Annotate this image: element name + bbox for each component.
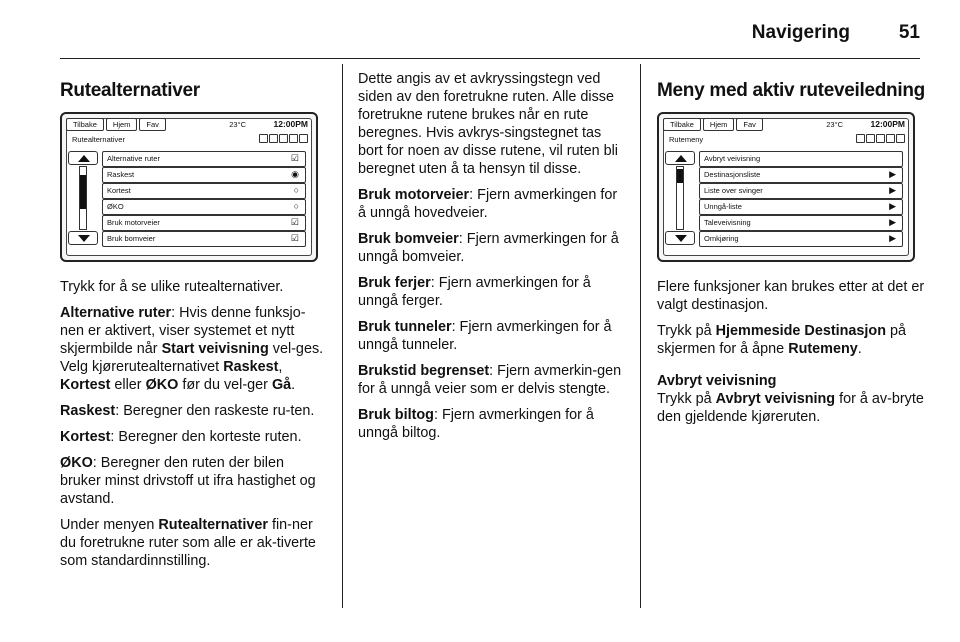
text: , xyxy=(278,359,283,375)
chevron-right-icon: ▶ xyxy=(889,169,896,179)
paragraph xyxy=(60,428,328,446)
checkbox-icon: ☑ xyxy=(290,217,299,227)
menu-label: Avbryt veivisning xyxy=(704,154,761,163)
column-right xyxy=(657,64,925,434)
text: : Hvis denne funksjo-nen er aktivert, viser systemet et nytt skjermbilde når xyxy=(60,305,306,357)
text: : Fjern avmerkingen for å unngå tunneler. xyxy=(358,319,612,353)
status-icon xyxy=(876,134,885,143)
term: ØKO xyxy=(145,377,179,393)
screen-option-row xyxy=(102,199,306,215)
text: : Fjern avmerkingen for å unngå ferger. xyxy=(358,275,591,309)
term: Alternative ruter xyxy=(60,305,172,321)
text: Trykk på xyxy=(657,391,716,407)
paragraph: Flere funksjoner kan brukes etter at det er valgt destinasjon. xyxy=(657,279,925,313)
text: : Fjern avmerkin-gen for å unngå veier som er delvis stengte. xyxy=(358,363,622,397)
page-number: 51 xyxy=(898,22,920,43)
scroll-track xyxy=(676,166,684,230)
screen-back-button: Tilbake xyxy=(66,118,104,131)
text: : Fjern avmerkingen for å unngå biltog. xyxy=(358,407,594,441)
scroll-track xyxy=(79,166,87,230)
status-icon xyxy=(279,134,288,143)
term: Bruk bomveier xyxy=(358,231,459,247)
screen-illustration-rutemeny xyxy=(657,112,915,262)
column-divider xyxy=(640,64,641,608)
screen-menu-row xyxy=(699,167,903,183)
term: Raskest xyxy=(223,359,279,375)
chevron-right-icon: ▶ xyxy=(889,233,896,243)
scroll-thumb xyxy=(677,169,683,183)
paragraph xyxy=(358,318,626,354)
checkbox-icon: ☑ xyxy=(290,233,299,243)
term: Raskest xyxy=(60,403,116,419)
paragraph xyxy=(358,362,626,398)
chevron-right-icon: ▶ xyxy=(889,185,896,195)
screen-subtitle: Rutealternativer xyxy=(72,135,125,144)
column-divider xyxy=(342,64,343,608)
screen-temperature: 23°C xyxy=(826,120,843,129)
term: Bruk motorveier xyxy=(358,187,470,203)
option-label: Raskest xyxy=(107,170,135,179)
radio-icon: ○ xyxy=(293,201,299,211)
screen-menu-row xyxy=(699,215,903,231)
section-heading-rutemeny: Meny med aktiv ruteveiledning xyxy=(657,80,925,101)
paragraph xyxy=(358,186,626,222)
text: vel-ges. Velg kjørerutealternativet xyxy=(60,341,324,375)
status-icon xyxy=(299,134,308,143)
status-icon xyxy=(896,134,905,143)
paragraph xyxy=(358,406,626,442)
option-label: Bruk motorveier xyxy=(107,218,160,227)
scroll-thumb xyxy=(80,175,86,209)
screen-option-list xyxy=(102,151,306,247)
paragraph xyxy=(60,402,328,420)
text: : Fjern avmerkingen for å unngå bomveier. xyxy=(358,231,619,265)
screen-status-icons xyxy=(259,134,308,143)
paragraph xyxy=(657,390,925,426)
text: på skjermen for å åpne xyxy=(657,323,907,357)
status-icon xyxy=(289,134,298,143)
screen-clock: 12:00PM xyxy=(273,119,308,129)
subheading-avbryt-veivisning: Avbryt veivisning xyxy=(657,373,777,389)
section-heading-rutealternativer: Rutealternativer xyxy=(60,80,200,101)
screen-option-row xyxy=(102,151,306,167)
screen-menu-list xyxy=(699,151,903,247)
term: Start veivisning xyxy=(161,341,269,357)
text: for å av-bryte den gjeldende kjøreruten. xyxy=(657,391,924,425)
screen-fav-button: Fav xyxy=(736,118,763,131)
menu-label: Liste over svinger xyxy=(704,186,763,195)
term: Hjemmeside Destinasjon xyxy=(715,323,886,339)
text: Trykk på xyxy=(657,323,716,339)
screen-status-icons xyxy=(856,134,905,143)
status-icon xyxy=(866,134,875,143)
option-label: Alternative ruter xyxy=(107,154,160,163)
column-middle xyxy=(358,64,626,450)
term: Rutealternativer xyxy=(158,517,268,533)
scroll-up-icon xyxy=(68,151,98,165)
screen-option-row xyxy=(102,231,306,247)
term: Bruk biltog xyxy=(358,407,434,423)
paragraph: Dette angis av et avkryssingstegn ved siden av den foretrukne ruten. Alle disse foretrukne rutene brukes når en rute beregnes. Hvis avkrys-singstegnet tas bort for noen av disse rutene, vil ruten bli beregnet uten å ta hensyn til disse. xyxy=(358,71,618,177)
screen-home-button: Hjem xyxy=(703,118,735,131)
paragraph: Trykk for å se ulike rutealternativer. xyxy=(60,279,284,295)
screen-home-button: Hjem xyxy=(106,118,138,131)
paragraph xyxy=(657,322,925,358)
screen-menu-row xyxy=(699,231,903,247)
screen-topbar xyxy=(66,118,166,131)
column-left xyxy=(60,64,328,578)
header-rule xyxy=(60,58,920,59)
screen-temperature: 23°C xyxy=(229,120,246,129)
term: Kortest xyxy=(60,429,111,445)
text: : Fjern avmerkingen for å unngå hovedveier. xyxy=(358,187,618,221)
screen-back-button: Tilbake xyxy=(663,118,701,131)
radio-icon: ○ xyxy=(293,185,299,195)
paragraph xyxy=(358,230,626,266)
text: før du vel-ger xyxy=(178,377,272,393)
status-icon xyxy=(259,134,268,143)
term: Kortest xyxy=(60,377,111,393)
option-label: ØKO xyxy=(107,202,124,211)
menu-label: Taleveivisning xyxy=(704,218,751,227)
screen-option-row xyxy=(102,167,306,183)
scroll-down-icon xyxy=(665,231,695,245)
text: . xyxy=(291,377,296,393)
chevron-right-icon: ▶ xyxy=(889,201,896,211)
status-icon xyxy=(269,134,278,143)
text: Under menyen xyxy=(60,517,159,533)
page-header xyxy=(0,0,960,60)
text: fin-ner du foretrukne ruter som alle er ak-tiverte som standardinnstilling. xyxy=(60,517,316,569)
screen-option-row xyxy=(102,183,306,199)
menu-label: Omkjøring xyxy=(704,234,739,243)
paragraph xyxy=(60,516,328,570)
text: eller xyxy=(110,377,146,393)
paragraph xyxy=(60,454,328,508)
menu-label: Unngå-liste xyxy=(704,202,742,211)
term: Gå xyxy=(271,377,292,393)
screen-subtitle: Rutemeny xyxy=(669,135,704,144)
term: Bruk tunneler xyxy=(358,319,452,335)
chevron-right-icon: ▶ xyxy=(889,217,896,227)
screen-scrollbar xyxy=(665,151,695,247)
screen-menu-row xyxy=(699,183,903,199)
checkbox-icon: ☑ xyxy=(290,153,299,163)
screen-option-row xyxy=(102,215,306,231)
status-icon xyxy=(856,134,865,143)
term: Bruk ferjer xyxy=(358,275,431,291)
option-label: Bruk bomveier xyxy=(107,234,156,243)
scroll-down-icon xyxy=(68,231,98,245)
scroll-up-icon xyxy=(665,151,695,165)
paragraph xyxy=(60,304,328,394)
screen-topbar xyxy=(663,118,763,131)
header-title: Navigering xyxy=(751,22,850,43)
option-label: Kortest xyxy=(107,186,131,195)
screen-menu-row xyxy=(699,151,903,167)
text: : Beregner den ruten der bilen bruker minst drivstoff ut ifra hastighet og avstand. xyxy=(60,455,316,507)
screen-menu-row xyxy=(699,199,903,215)
term: Brukstid begrenset xyxy=(358,363,490,379)
term: ØKO xyxy=(60,455,93,471)
screen-illustration-rutealternativer xyxy=(60,112,318,262)
screen-fav-button: Fav xyxy=(139,118,166,131)
term: Avbryt veivisning xyxy=(715,391,836,407)
screen-clock: 12:00PM xyxy=(870,119,905,129)
screen-scrollbar xyxy=(68,151,98,247)
text: : Beregner den korteste ruten. xyxy=(110,429,302,445)
text: . xyxy=(857,341,862,357)
radio-selected-icon: ◉ xyxy=(291,169,299,179)
term: Rutemeny xyxy=(788,341,858,357)
paragraph xyxy=(358,274,626,310)
text: : Beregner den raskeste ru-ten. xyxy=(115,403,315,419)
menu-label: Destinasjonsliste xyxy=(704,170,761,179)
status-icon xyxy=(886,134,895,143)
